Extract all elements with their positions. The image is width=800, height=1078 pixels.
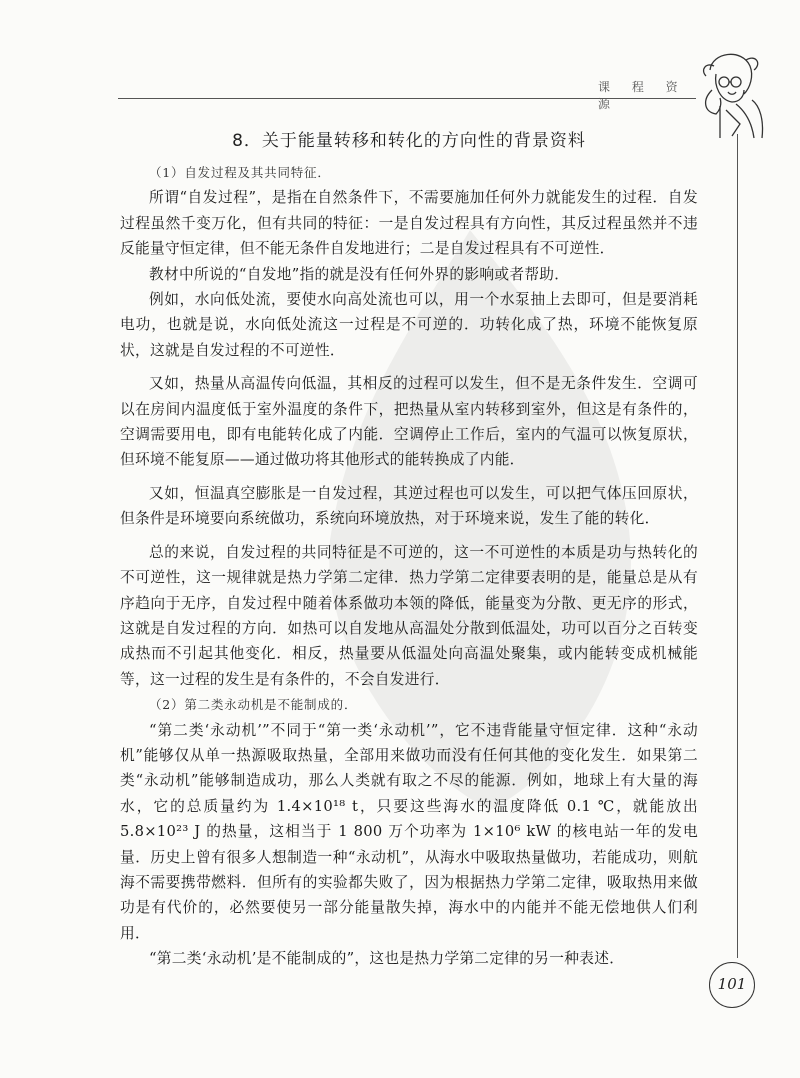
header-rule <box>118 98 696 99</box>
paragraph: “第二类‘永动机’”不同于“第一类‘永动机’”，它不违背能量守恒定律．这种“永动机”能够仅从单一热源吸取热量，全部用来做功而没有任何其他的变化发生．如果第二类“永动机”能够制造成功，那么人类就有取之不尽的能源．例如，地球上有大量的海水，它的总质量约为 1.4×10¹⁸ t，只要这些海水的温度降低 0.1 ℃，就能放出 5.8×10²³ J 的热量，这相当于 1 800 万个功率为 1×10⁶ kW 的核电站一年的发电量．历史上曾有很多人想制造一种“永动机”，从海水中吸取热量做功，若能成功，则航海不需要携带燃料．但所有的实验都失败了，因为根据热力学第二定律，吸取热用来做功是有代价的，必然要使另一部分能量散失掉，海水中的内能并不能无偿地供人们利用． <box>120 721 698 942</box>
paragraph: 总的来说，自发过程的共同特征是不可逆的，这一不可逆性的本质是功与热转化的不可逆性，这一规律就是热力学第二定律．热力学第二定律要表明的是，能量总是从有序趋向于无序，自发过程中随着体系做功本领的降低，能量变为分散、更无序的形式，这就是自发过程的方向．如热可以自发地从高温处分散到低温处，功可以百分之百转变成热而不引起其他变化．相反，热量要从低温处向高温处聚集，或内能转变成机械能等，这一过程的发生是有条件的，不会自发进行． <box>120 543 698 688</box>
paragraph: 例如，水向低处流，要使水向高处流也可以，用一个水泵抽上去即可，但是要消耗电功，也就是说，水向低处流这一过程是不可逆的．功转化成了热，环境不能恢复原状，这就是自发过程的不可逆性． <box>120 291 698 359</box>
paragraph: 所谓“自发过程”，是指在自然条件下，不需要施加任何外力就能发生的过程．自发过程虽然千变万化，但有共同的特征：一是自发过程具有方向性，其反过程虽然并不违反能量守恒定律，但不能无条件自发地进行；二是自发过程具有不可逆性． <box>120 189 698 258</box>
paragraph: 教材中所说的“自发地”指的就是没有任何外界的影响或者帮助． <box>149 265 570 283</box>
section-label: 课 程 资 源 <box>598 80 687 111</box>
paragraph: 又如，恒温真空膨胀是一自发过程，其逆过程也可以发生，可以把气体压回原状，但条件是环境要向系统做功，系统向环境放热，对于环境来说，发生了能的转化． <box>120 484 698 528</box>
body-text <box>120 160 698 972</box>
paragraph: 又如，热量从高温传向低温，其相反的过程可以发生，但不是无条件发生．空调可以在房间内温度低于室外温度的条件下，把热量从室内转移到室外，但这是有条件的，空调需要用电，即有电能转化成了内能．空调停止工作后，室内的气温可以恢复原状，但环境不能复原——通过做功将其他形式的能转换成了内能． <box>120 375 698 469</box>
subheading-1: （1）自发过程及其共同特征． <box>149 165 331 180</box>
section-title: 8．关于能量转移和转化的方向性的背景资料 <box>232 131 586 151</box>
page-number: 101 <box>717 975 747 993</box>
paragraph: “第二类‘永动机’是不能制成的”，这也是热力学第二定律的另一种表述． <box>149 950 625 968</box>
subheading-2: （2）第二类永动机是不能制成的． <box>149 697 358 713</box>
margin-rule <box>737 134 738 958</box>
scientist-sketch-icon <box>690 40 770 140</box>
